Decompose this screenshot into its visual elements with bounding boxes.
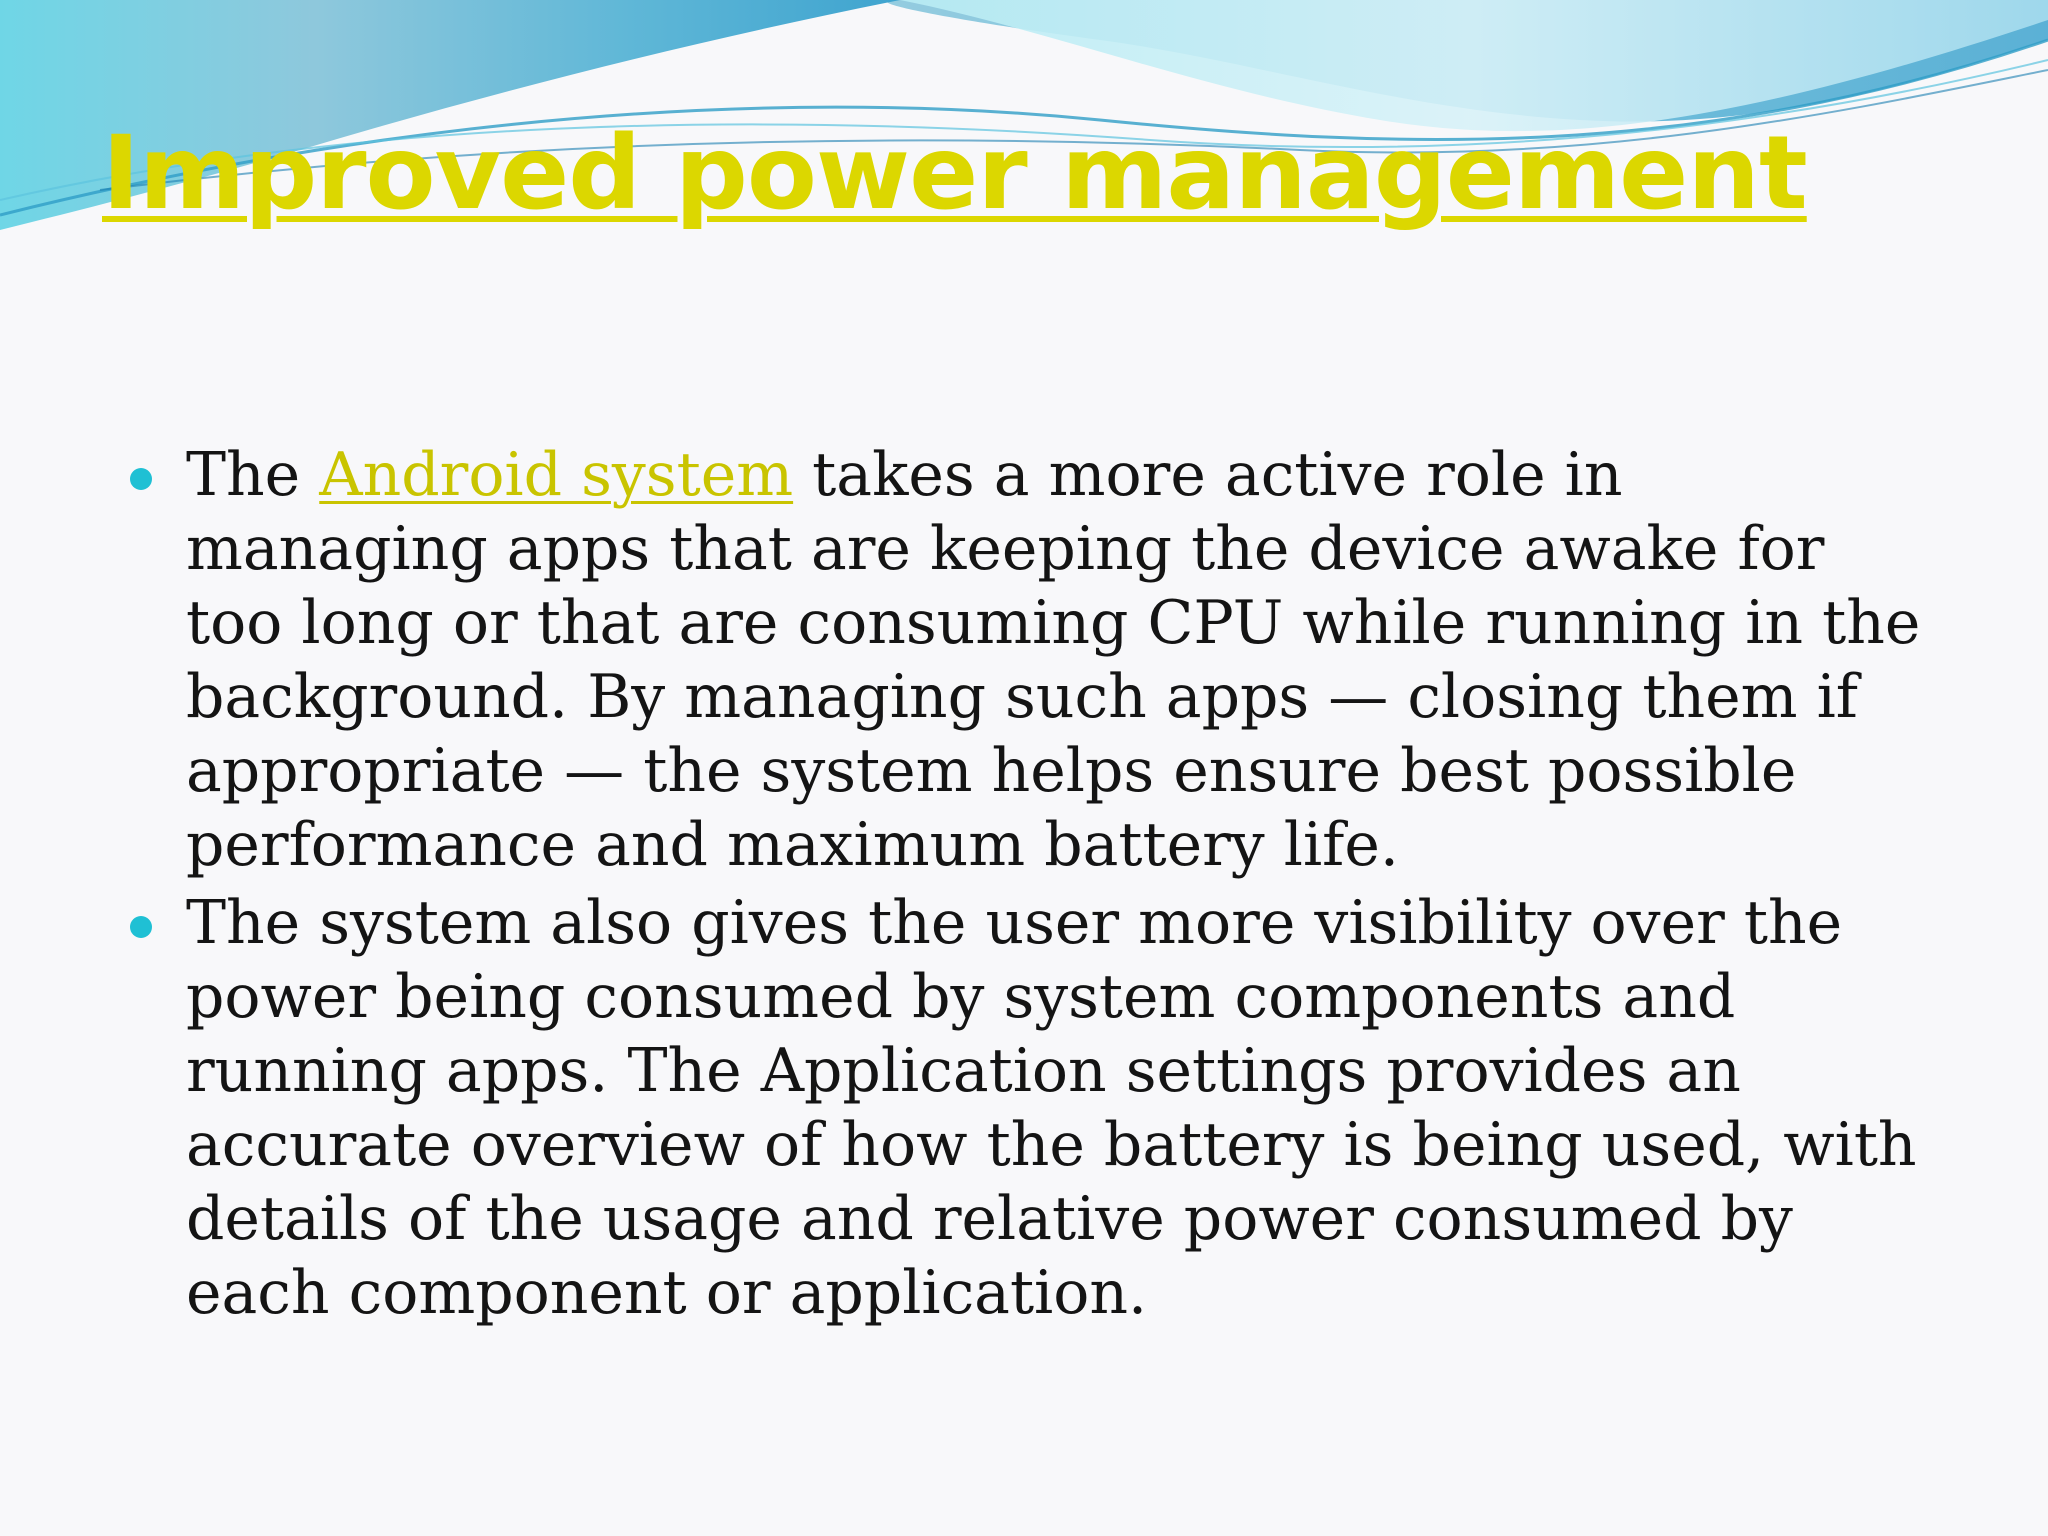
- bullet-1-prefix: The: [186, 440, 320, 510]
- bullet-list: [126, 438, 1926, 1334]
- slide-title: Improved power management: [102, 114, 1807, 233]
- bullet-dot-icon: [130, 916, 152, 938]
- bullet-dot-icon: [130, 468, 152, 490]
- bullet-item-2: [126, 886, 1926, 1330]
- android-system-link[interactable]: Android system: [319, 440, 794, 510]
- bullet-item-1: [126, 438, 1926, 882]
- bullet-1-text: takes a more active role in managing apps that are keeping the device awake for too long or that are consuming CPU while running in the background. By managing such apps — closing them if appropriate — the system helps ensure best possible performance and maximum battery life.: [186, 440, 1921, 880]
- bullet-2-text: The system also gives the user more visibility over the power being consumed by system components and running apps. The Application settings provides an accurate overview of how the battery is being used, with details of the usage and relative power consumed by each component or application.: [186, 888, 1917, 1328]
